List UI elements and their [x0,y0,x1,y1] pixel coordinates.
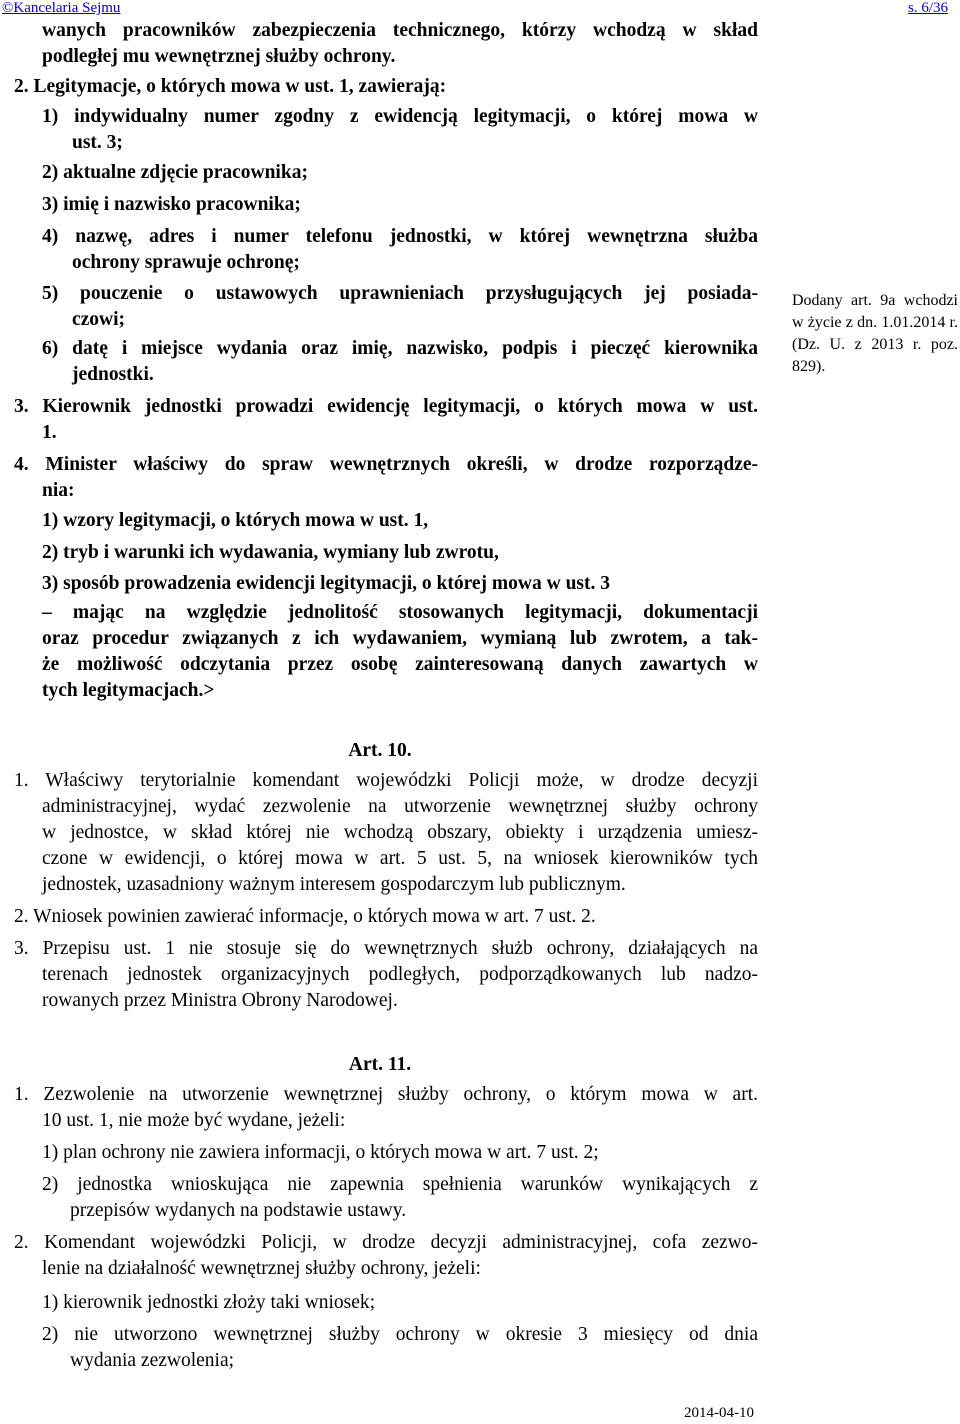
paragraph-2-heading: 2. Legitymacje, o których mowa w ust. 1, zawierają: [14,76,447,97]
text-line: 1. Właściwy terytorialnie komendant wojewódzki Policji może, w drodze decyzji [14,770,758,791]
paragraph-3-continuation: 1. [42,422,57,443]
article-heading: Art. 11. [348,1054,412,1075]
text-line: oraz procedur związanych z ich wydawaniem, wymianą lub zwrotem, a tak- [42,628,758,649]
list-item-continuation: wydania zezwolenia; [70,1350,235,1371]
text-line: w jednostce, w skład której nie wchodzą obszary, obiekty i urządzenia umiesz- [42,822,758,843]
list-item: 5) pouczenie o ustawowych uprawnieniach przysługujących jej posiada- [42,283,758,304]
list-item: 6) datę i miejsce wydania oraz imię, nazwisko, podpis i pieczęć kierownika [42,338,758,359]
text-line: 1. Zezwolenie na utworzenie wewnętrznej służby ochrony, o którym mowa w art. [14,1084,758,1105]
paragraph-4: 4. Minister właściwy do spraw wewnętrznych określi, w drodze rozporządze- [14,454,758,475]
list-item-continuation: czowi; [72,309,126,330]
list-item: 1) indywidualny numer zgodny z ewidencją legitymacji, o której mowa w [42,106,758,127]
margin-note: Dodany art. 9a wchodzi w życie z dn. 1.01.2014 r. (Dz. U. z 2013 r. poz. 829). [792,292,958,375]
text-line: 10 ust. 1, nie może być wydane, jeżeli: [42,1110,346,1131]
list-item-continuation: jednostki. [72,364,154,385]
list-item: 2) tryb i warunki ich wydawania, wymiany lub zwrotu, [42,542,499,563]
list-item-continuation: ochrony sprawuje ochronę; [72,252,300,273]
text-line: lenie na działalność wewnętrznej służby ochrony, jeżeli: [42,1258,481,1279]
paragraph-4-continuation: nia: [42,480,75,501]
page-header [0,0,960,20]
list-item: 4) nazwę, adres i numer telefonu jednostki, w której wewnętrzna służba [42,226,758,247]
publisher-link[interactable]: ©Kancelaria Sejmu [2,0,121,16]
text-line: wanych pracowników zabezpieczenia technicznego, którzy wchodzą w skład [42,20,758,41]
list-item: 1) plan ochrony nie zawiera informacji, o których mowa w art. 7 ust. 2; [42,1142,599,1163]
footer-date: 2014-04-10 [684,1405,754,1421]
text-line: tych legitymacjach.> [42,680,215,701]
text-line: 2. Komendant wojewódzki Policji, w drodze decyzji administracyjnej, cofa zezwo- [14,1232,758,1253]
article-heading: Art. 10. [348,740,412,761]
text-line: administracyjnej, wydać zezwolenie na utworzenie wewnętrznej służby ochrony [42,796,758,817]
list-item: 2) jednostka wnioskująca nie zapewnia spełnienia warunków wynikających z [42,1174,758,1195]
page-number-link[interactable]: s. 6/36 [907,0,948,16]
list-item: 2) aktualne zdjęcie pracownika; [42,162,308,183]
text-line: – mając na względzie jednolitość stosowanych legitymacji, dokumentacji [42,602,758,623]
list-item-continuation: przepisów wydanych na podstawie ustawy. [70,1200,407,1221]
text-line: 3. Przepisu ust. 1 nie stosuje się do wewnętrznych służb ochrony, działających na [14,938,758,959]
text-line: że możliwość odczytania przez osobę zainteresowaną danych zawartych w [42,654,758,675]
text-line: podległej mu wewnętrznej służby ochrony. [42,46,396,67]
text-line: 2. Wniosek powinien zawierać informacje, o których mowa w art. 7 ust. 2. [14,906,596,927]
text-line: jednostek, uzasadniony ważnym interesem gospodarczym lub publicznym. [42,874,626,895]
list-item: 3) imię i nazwisko pracownika; [42,194,301,215]
text-line: czone w ewidencji, o której mowa w art. 5 ust. 5, na wniosek kierowników tych [42,848,758,869]
paragraph-3: 3. Kierownik jednostki prowadzi ewidencję legitymacji, o których mowa w ust. [14,396,758,417]
text-line: rowanych przez Ministra Obrony Narodowej. [42,990,398,1011]
list-item: 1) wzory legitymacji, o których mowa w ust. 1, [42,510,429,531]
list-item-continuation: ust. 3; [72,132,123,153]
list-item: 2) nie utworzono wewnętrznej służby ochrony w okresie 3 miesięcy od dnia [42,1324,758,1345]
text-line: terenach jednostek organizacyjnych podległych, podporządkowanych lub nadzo- [42,964,758,985]
list-item: 3) sposób prowadzenia ewidencji legitymacji, o której mowa w ust. 3 [42,573,610,594]
list-item: 1) kierownik jednostki złoży taki wniosek; [42,1292,376,1313]
